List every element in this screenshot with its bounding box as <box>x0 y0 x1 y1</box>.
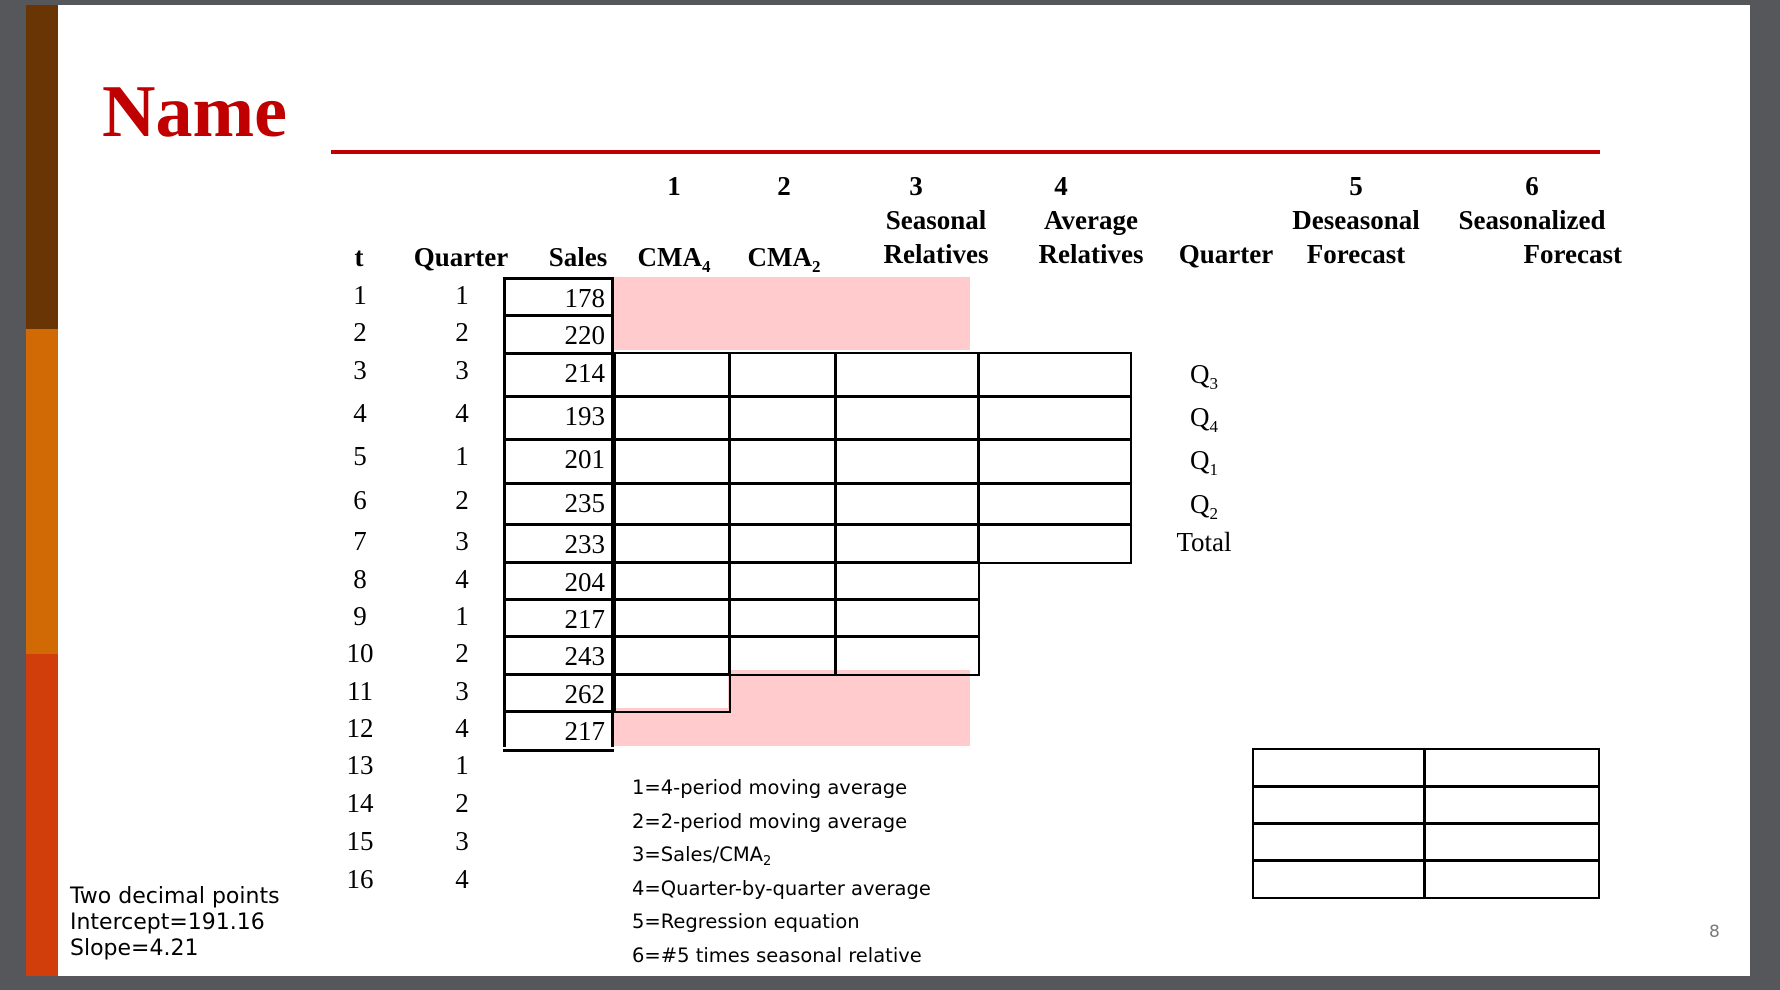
deseasonal-forecast-cell[interactable] <box>1252 748 1426 788</box>
legend-item <box>632 945 922 967</box>
quarter-label <box>1164 400 1244 444</box>
row-quarter-value: 3 <box>455 355 469 385</box>
row-quarter-value: 1 <box>455 601 469 631</box>
row-t-value: 11 <box>347 676 373 706</box>
row-quarter-value: 4 <box>455 564 469 594</box>
note-slope: Slope=4.21 <box>70 936 199 961</box>
quarter-label <box>1164 357 1244 401</box>
row-t-value: 7 <box>353 526 367 556</box>
header-col6-line1: Seasonalized <box>1458 205 1606 235</box>
sales-cell: 201 <box>503 438 614 482</box>
sales-cell: 262 <box>503 673 614 710</box>
shaded-region-bottom-1 <box>728 670 970 708</box>
sales-cell: 233 <box>503 523 614 561</box>
seasonal-relative-cell[interactable] <box>834 438 980 485</box>
header-col3-number: 3 <box>909 171 923 201</box>
row-quarter-value: 1 <box>455 441 469 471</box>
legend-text: 4=Quarter-by-quarter average <box>632 877 931 900</box>
sales-cell: 217 <box>503 710 614 747</box>
row-t-value: 13 <box>346 750 374 780</box>
header-col5-line2: Forecast <box>1306 239 1406 269</box>
seasonalized-forecast-cell[interactable] <box>1423 785 1600 825</box>
seasonal-relative-cell[interactable] <box>834 352 980 398</box>
page-title: Name <box>102 71 287 153</box>
legend-text: 3=Sales/CMA <box>632 843 763 866</box>
shaded-region-bottom-2 <box>614 708 970 746</box>
legend-text: 5=Regression equation <box>632 910 860 933</box>
legend-item <box>632 878 931 900</box>
row-t-value: 5 <box>353 441 367 471</box>
cma4-cell[interactable] <box>614 438 731 485</box>
sales-cell: 178 <box>503 277 614 314</box>
cma2-cell[interactable] <box>728 438 837 485</box>
row-t-value: 6 <box>353 485 367 515</box>
cma2-cell[interactable] <box>728 523 837 564</box>
seasonal-relative-cell[interactable] <box>834 395 980 441</box>
row-t-value: 1 <box>353 280 367 310</box>
quarter-subscript: 2 <box>1209 504 1218 523</box>
quarter-label <box>1164 443 1244 487</box>
row-t-value: 8 <box>353 564 367 594</box>
header-col4-line1: Average <box>1044 205 1138 235</box>
average-relative-cell[interactable] <box>977 352 1132 398</box>
header-quarter: Quarter <box>413 242 509 272</box>
header-col6-number: 6 <box>1525 171 1539 201</box>
row-quarter-value: 1 <box>455 280 469 310</box>
deseasonal-forecast-cell[interactable] <box>1252 859 1426 899</box>
row-quarter-value: 2 <box>455 485 469 515</box>
sales-cell: 220 <box>503 314 614 352</box>
accent-bar-orange <box>26 329 58 654</box>
cma4-cell[interactable] <box>614 482 731 526</box>
seasonalized-forecast-cell[interactable] <box>1423 748 1600 788</box>
seasonalized-forecast-cell[interactable] <box>1423 822 1600 862</box>
header-col3-line1: Seasonal <box>885 205 987 235</box>
average-relative-cell[interactable] <box>977 395 1132 441</box>
note-decimal-points: Two decimal points <box>70 884 280 909</box>
seasonal-relative-cell[interactable] <box>834 523 980 564</box>
note-intercept: Intercept=191.16 <box>70 910 265 935</box>
row-t-value: 12 <box>346 713 374 743</box>
header-col6-line2: Forecast <box>1523 239 1622 269</box>
header-col5-number: 5 <box>1349 171 1363 201</box>
seasonal-relative-cell[interactable] <box>834 482 980 526</box>
cma2-cell[interactable] <box>728 635 837 676</box>
sales-cell: 214 <box>503 352 614 395</box>
header-col2-number: 2 <box>777 171 791 201</box>
quarter-subscript: 4 <box>1209 417 1218 436</box>
row-quarter-value: 4 <box>455 713 469 743</box>
legend-item <box>632 811 907 833</box>
cma4-cell[interactable] <box>614 352 731 398</box>
quarter-subscript: 3 <box>1209 374 1218 393</box>
row-t-value: 15 <box>346 826 374 856</box>
legend-text: 2=2-period moving average <box>632 810 908 833</box>
legend-item <box>632 911 860 933</box>
cma2-cell[interactable] <box>728 561 837 601</box>
seasonal-relative-cell[interactable] <box>834 561 980 601</box>
header-col5-line1: Deseasonal <box>1292 205 1420 235</box>
page-number: 8 <box>1709 922 1720 942</box>
quarter-letter: Q <box>1190 445 1210 475</box>
row-quarter-value: 2 <box>455 788 469 818</box>
cma4-cell[interactable] <box>614 561 731 601</box>
sales-cell: 217 <box>503 598 614 635</box>
row-quarter-value: 4 <box>455 398 469 428</box>
seasonal-relative-cell[interactable] <box>834 598 980 638</box>
row-quarter-value: 3 <box>455 676 469 706</box>
header-col4-number: 4 <box>1054 171 1068 201</box>
row-t-value: 3 <box>353 355 367 385</box>
name-underline <box>331 150 1600 154</box>
cma4-cell[interactable] <box>614 395 731 441</box>
row-quarter-value: 2 <box>455 638 469 668</box>
slide <box>26 5 1750 976</box>
quarter-subscript: 1 <box>1209 460 1218 479</box>
average-relative-cell[interactable] <box>977 438 1132 485</box>
accent-bar-brown <box>26 5 58 329</box>
sales-bottom-border <box>503 749 614 752</box>
header-quarter-2: Quarter <box>1178 239 1274 269</box>
sales-cell: 235 <box>503 482 614 523</box>
header-sales: Sales <box>548 242 608 272</box>
row-t-value: 14 <box>346 788 374 818</box>
sales-cell: 243 <box>503 635 614 673</box>
sales-cell: 193 <box>503 395 614 438</box>
cma2-cell[interactable] <box>728 482 837 526</box>
legend-text: 6=#5 times seasonal relative <box>632 944 922 967</box>
cma2-cell[interactable] <box>728 598 837 638</box>
deseasonal-forecast-cell[interactable] <box>1252 785 1426 825</box>
row-t-value: 10 <box>346 638 374 668</box>
legend-item <box>632 777 907 799</box>
row-quarter-value: 2 <box>455 317 469 347</box>
seasonalized-forecast-cell[interactable] <box>1423 859 1600 899</box>
row-quarter-value: 3 <box>455 826 469 856</box>
seasonal-relative-cell[interactable] <box>834 635 980 676</box>
legend-item <box>632 844 771 873</box>
sales-cell: 204 <box>503 561 614 598</box>
cma4-cell[interactable] <box>614 635 731 676</box>
cma4-cell[interactable] <box>614 673 731 713</box>
cma2-cell[interactable] <box>728 352 837 398</box>
header-col1-label: $CMA_4$ <box>637 242 711 276</box>
legend-subscript: 2 <box>763 854 772 869</box>
header-col2-label: $CMA_2$ <box>747 242 821 276</box>
row-quarter-value: 1 <box>455 750 469 780</box>
quarter-letter: Q <box>1190 489 1210 519</box>
header-col3-line2: Relatives <box>883 239 989 269</box>
header-col4-line2: Relatives <box>1038 239 1144 269</box>
row-t-value: 16 <box>346 864 374 894</box>
row-t-value: 4 <box>353 398 367 428</box>
cma4-cell[interactable] <box>614 523 731 564</box>
average-relative-cell[interactable] <box>977 482 1132 526</box>
row-t-value: 2 <box>353 317 367 347</box>
deseasonal-forecast-cell[interactable] <box>1252 822 1426 862</box>
legend-text: 1=4-period moving average <box>632 776 908 799</box>
shaded-region-top <box>614 277 970 350</box>
row-quarter-value: 4 <box>455 864 469 894</box>
cma2-cell[interactable] <box>728 395 837 441</box>
quarter-letter: Q <box>1190 402 1210 432</box>
accent-bar-red <box>26 654 58 976</box>
row-quarter-value: 3 <box>455 526 469 556</box>
average-relative-cell[interactable] <box>977 523 1132 564</box>
header-t: t <box>354 242 364 272</box>
cma4-cell[interactable] <box>614 598 731 638</box>
quarter-letter: Q <box>1190 359 1210 389</box>
header-col1-number: 1 <box>667 171 681 201</box>
row-t-value: 9 <box>353 601 367 631</box>
total-label: Total <box>1176 527 1232 557</box>
